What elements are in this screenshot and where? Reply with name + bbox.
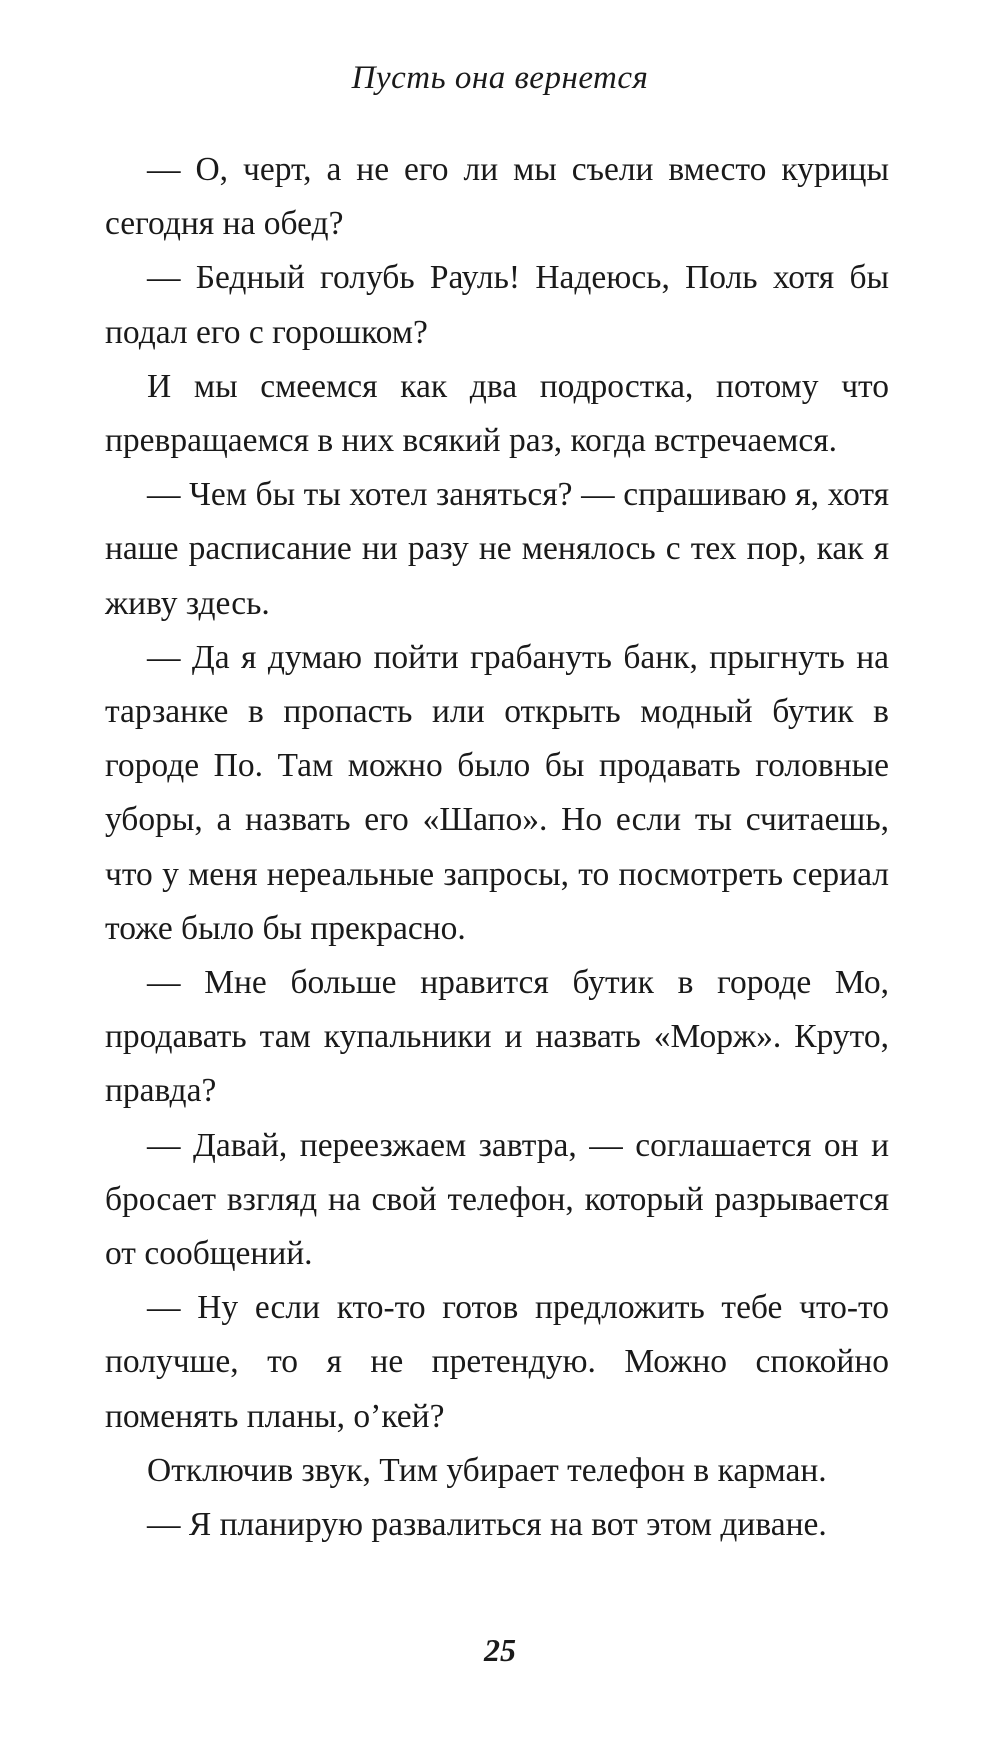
page-number: 25 bbox=[484, 1632, 516, 1668]
running-header: Пусть она вернется bbox=[351, 60, 649, 96]
body-text bbox=[105, 143, 889, 1552]
paragraph: — Давай, переезжаем завтра, — соглашается он и бросает взгляд на свой телефон, который разрывается от сообщений. bbox=[105, 1126, 889, 1273]
paragraph: — Да я думаю пойти грабануть банк, прыгнуть на тарзанке в пропасть или открыть модный бутик в городе По. Там можно было бы продавать головные уборы, а назвать его «Шапо». Но если ты считаешь, что у меня нереальные запросы, то посмотреть сериал тоже было бы прекрасно. bbox=[105, 638, 889, 947]
paragraph: — Ну если кто-то готов предложить тебе что-то получше, то я не претендую. Можно спокойно поменять планы, о’кей? bbox=[105, 1289, 889, 1435]
paragraph: И мы смеемся как два подростка, потому что превращаемся в них всякий раз, когда встречаемся. bbox=[105, 367, 889, 460]
paragraph: Отключив звук, Тим убирает телефон в карман. bbox=[147, 1451, 827, 1489]
paragraph: — Чем бы ты хотел заняться? — спрашиваю я, хотя наше расписание ни разу не менялось с тех пор, как я живу здесь. bbox=[105, 476, 889, 622]
paragraph: — Бедный голубь Рауль! Надеюсь, Поль хотя бы подал его с горошком? bbox=[105, 259, 889, 351]
paragraph: — Я планирую развалиться на вот этом диване. bbox=[147, 1506, 827, 1544]
paragraph: — О, черт, а не его ли мы съели вместо курицы сегодня на обед? bbox=[105, 151, 889, 243]
paragraph: — Мне больше нравится бутик в городе Мо, продавать там купальники и назвать «Морж». Круто, правда? bbox=[105, 964, 889, 1110]
